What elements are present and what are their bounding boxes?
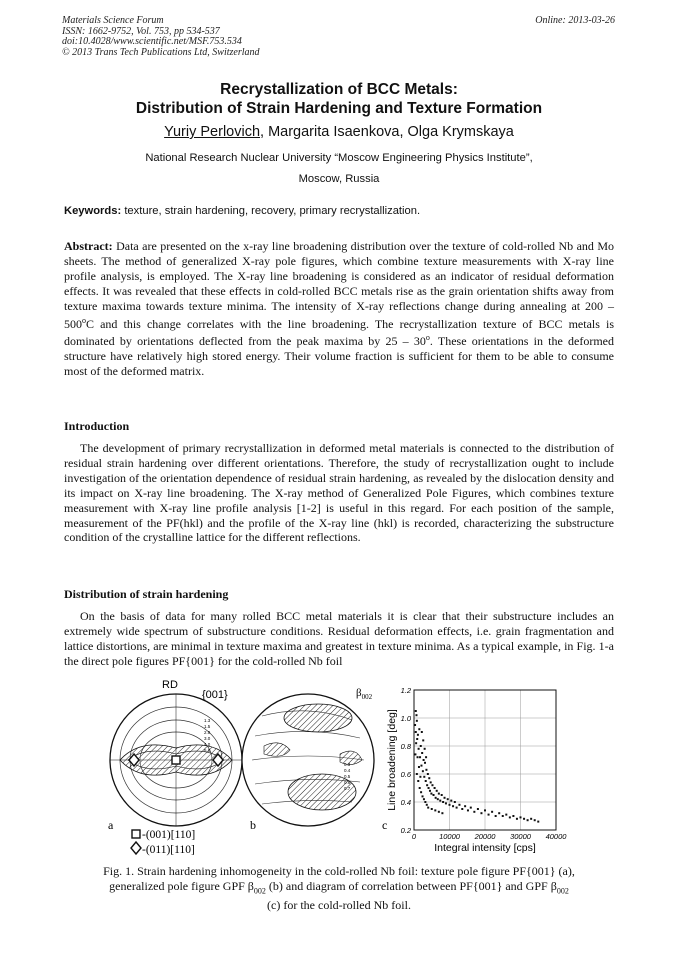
pole-figure-a — [108, 679, 242, 856]
affiliation-line-2: Moscow, Russia — [298, 173, 380, 185]
square-marker — [172, 756, 180, 764]
degree-sup-1: o — [82, 315, 86, 325]
level-label: 5.0 — [204, 748, 211, 753]
level-label: 0.3 — [344, 762, 351, 767]
scatter-point — [456, 807, 458, 809]
scatter-point — [437, 798, 439, 800]
title-line-2: Distribution of Strain Hardening and Texture Formation — [135, 100, 543, 117]
abstract-text-3: . These orientations in the deformed structure have relatively high stored energy. Their volume fraction is sufficient for them to be able to consume most of the deformed matrix. — [64, 334, 615, 379]
scatter-point — [424, 762, 426, 764]
scatter-point — [429, 790, 431, 792]
scatter-point — [424, 748, 426, 750]
scatter-point — [441, 812, 443, 814]
affiliation-line-1: National Research Nuclear University “Moscow Engineering Physics Institute”, — [145, 152, 533, 164]
keywords-label: Keywords: — [64, 205, 122, 217]
scatter-point — [498, 812, 500, 814]
co-authors: , Margarita Isaenkova, Olga Krymskaya — [260, 124, 514, 140]
x-axis-label: Integral intensity [cps] — [434, 842, 536, 854]
scatter-point — [461, 808, 463, 810]
introduction-heading: Introduction — [64, 419, 130, 433]
beta-symbol: β — [356, 687, 362, 699]
scatter-point — [438, 793, 440, 795]
scatter-point — [433, 794, 435, 796]
y-tick-label: 0.6 — [400, 770, 411, 779]
caption-sub-1: 002 — [253, 886, 266, 896]
scatter-point — [414, 724, 416, 726]
scatter-point — [502, 815, 504, 817]
caption-line-3: (c) for the cold-rolled Nb foil. — [267, 898, 411, 913]
level-label: 0.5 — [344, 774, 351, 779]
level-label: 3.0 — [204, 736, 211, 741]
scatter-point — [530, 818, 532, 820]
scatter-point — [495, 815, 497, 817]
scatter-point — [419, 776, 421, 778]
scatter-point — [435, 797, 437, 799]
scatter-point — [422, 739, 424, 741]
y-axis-label: Line broadening [deg] — [386, 709, 398, 811]
scatter-point — [430, 781, 432, 783]
legend-square-icon — [132, 830, 140, 838]
scatter-point — [425, 756, 427, 758]
scatter-point — [444, 797, 446, 799]
caption-line-2 — [40, 879, 638, 898]
level-label: 1.3 — [204, 718, 211, 723]
scatter-point — [423, 798, 425, 800]
figure-1 — [0, 676, 678, 862]
author-list — [0, 124, 678, 140]
scatter-point — [534, 819, 536, 821]
scatter-point — [439, 800, 441, 802]
caption-text-2b: (b) and diagram of correlation between PF{001} and GPF β — [265, 879, 557, 893]
scatter-point — [431, 784, 433, 786]
scatter-point — [505, 814, 507, 816]
scatter-point — [484, 809, 486, 811]
y-tick-label: 1.0 — [400, 714, 411, 723]
scatter-point — [488, 814, 490, 816]
scatter-point — [426, 784, 428, 786]
scatter-point — [424, 801, 426, 803]
scatter-point — [428, 777, 430, 779]
online-date: Online: 2013-03-26 — [535, 15, 615, 26]
scatter-chart — [382, 686, 567, 854]
strain-section-heading: Distribution of strain hardening — [64, 587, 229, 601]
scatter-point — [419, 787, 421, 789]
scatter-point — [537, 821, 539, 823]
scatter-point — [417, 756, 419, 758]
scatter-point — [523, 818, 525, 820]
scatter-point — [420, 765, 422, 767]
scatter-point — [516, 818, 518, 820]
scatter-point — [438, 811, 440, 813]
scatter-point — [454, 801, 456, 803]
scatter-point — [441, 794, 443, 796]
scatter-point — [423, 776, 425, 778]
scatter-point — [445, 802, 447, 804]
scatter-point — [430, 793, 432, 795]
scatter-point — [458, 804, 460, 806]
caption-sub-2: 002 — [556, 886, 569, 896]
level-label: 2.0 — [204, 730, 211, 735]
title-line-1: Recrystallization of BCC Metals: — [220, 81, 458, 98]
panel-letter-c: c — [382, 818, 388, 832]
copyright-line: © 2013 Trans Tech Publications Ltd, Switzerland — [62, 46, 260, 58]
scatter-point — [416, 720, 418, 722]
scatter-point — [420, 791, 422, 793]
corresponding-author[interactable]: Yuriy Perlovich — [164, 124, 261, 140]
chart-grid — [414, 690, 556, 830]
panel-letter-a: a — [108, 818, 114, 832]
rd-label: RD — [162, 679, 178, 691]
scatter-point — [418, 748, 420, 750]
abstract — [64, 239, 614, 379]
scatter-point — [428, 787, 430, 789]
abstract-text-1: Data are presented on the x-ray line broadening distribution over the texture of cold-rolled Nb and Mo sheets. The method of generalized X-ray pole figures, which combine texture measurements with X-ray line profile analysis, is employed. The X-ray line broadening is considered as an indicator of residual deformation effects. It was revealed that these effects in cold-rolled BCC metals rise as the grain orientation shifts away from texture maxima towards texture minima. The intensity of X-ray reflections change during annealing at 200 – 500 — [64, 239, 614, 331]
scatter-point — [450, 800, 452, 802]
scatter-point — [452, 805, 454, 807]
scatter-point — [477, 808, 479, 810]
scatter-point — [423, 759, 425, 761]
scatter-point — [491, 811, 493, 813]
scatter-point — [470, 807, 472, 809]
x-tick-label: 10000 — [439, 832, 460, 841]
level-label: 0.4 — [344, 768, 351, 773]
scatter-point — [431, 808, 433, 810]
scatter-point — [421, 752, 423, 754]
scatter-point — [509, 816, 511, 818]
caption-text-2a: generalized pole figure GPF β — [109, 879, 254, 893]
scatter-point — [442, 801, 444, 803]
caption-line-1: Fig. 1. Strain hardening inhomogeneity in the cold-rolled Nb foil: texture pole figure PF{001} (a), — [103, 864, 575, 878]
scatter-point — [480, 812, 482, 814]
scatter-point — [418, 766, 420, 768]
scatter-point — [416, 738, 418, 740]
x-tick-label: 40000 — [545, 832, 567, 841]
scatter-point — [425, 780, 427, 782]
introduction-text: The development of primary recrystallization in deformed metal materials is connected to the distribution of residual strain hardening over different orientations. Therefore, the study of recrystallization ought to include investigation of the orientation dependence of residual strain hardening, as revealed by the dislocation density and its impact on X-ray line broadening. The X-ray method of Generalized Pole Figures, which combines texture measurement with X-ray line profile analysis [1-2] is useful in this regard. For each position of the sample, measurement of the PF(hkl) and the profile of the X-ray line (hkl) is recorded, characterizing the substructure condition of the crystalline lattice for the different reflections. — [64, 441, 614, 545]
legend-2: -(011)[110] — [142, 844, 195, 856]
y-tick-label: 0.2 — [400, 826, 411, 835]
scatter-point — [422, 795, 424, 797]
scatter-point — [419, 756, 421, 758]
x-tick-label: 30000 — [510, 832, 531, 841]
scatter-point — [434, 787, 436, 789]
issn-line: ISSN: 1662-9752, Vol. 753, pp 534-537 — [62, 25, 220, 37]
doi-line: doi:10.4028/www.scientific.net/MSF.753.534 — [62, 36, 242, 47]
scatter-point — [527, 819, 529, 821]
y-tick-label: 1.2 — [400, 686, 411, 695]
beta-subscript: 002 — [361, 693, 373, 701]
scatter-point — [426, 804, 428, 806]
journal-header — [62, 16, 260, 58]
panel-letter-b: b — [250, 818, 256, 832]
paper-title — [0, 80, 678, 118]
y-tick-label: 0.8 — [400, 742, 411, 751]
keywords — [64, 205, 420, 217]
level-label: 0.7 — [344, 786, 351, 791]
scatter-point — [425, 769, 427, 771]
scatter-point — [467, 809, 469, 811]
legend-1: -(001)[110] — [142, 829, 196, 841]
scatter-point — [473, 811, 475, 813]
y-tick-label: 0.4 — [400, 798, 411, 807]
scatter-point — [414, 753, 416, 755]
pf-label: {001} — [202, 689, 228, 701]
abstract-label: Abstract: — [64, 239, 113, 253]
scatter-point — [421, 731, 423, 733]
x-tick-label: 20000 — [474, 832, 496, 841]
scatter-point — [422, 770, 424, 772]
scatter-point — [420, 745, 422, 747]
scatter-point — [415, 731, 417, 733]
level-label: 4.0 — [204, 742, 211, 747]
scatter-point — [417, 734, 419, 736]
x-tick-label: 0 — [411, 832, 417, 841]
scatter-point — [520, 816, 522, 818]
scatter-point — [416, 773, 418, 775]
beta-label — [356, 687, 373, 701]
strain-section-text: On the basis of data for many rolled BCC metal materials it is clear that their substructure includes an extremely wide spectrum of substructure conditions. Residual deformation effects, i.e. grain fragmentation and lattice distortions, are minimal in texture maxima and greatest in texture minima. As a typical example, in Fig. 1-a the direct pole figures PF{001} for the cold-rolled Nb foil — [64, 609, 614, 668]
keywords-text: texture, strain hardening, recovery, primary recrystallization. — [124, 205, 421, 217]
figure-caption — [40, 864, 638, 913]
scatter-point — [415, 742, 417, 744]
scatter-point — [418, 728, 420, 730]
level-label: 1.5 — [204, 724, 211, 729]
abstract-text-2: C and this change correlates with the line broadening. The recrystallization texture of BCC metals is dominated by orientations deflected from the peak maxima by 25 – 30 — [64, 316, 614, 349]
scatter-point — [464, 805, 466, 807]
scatter-point — [415, 710, 417, 712]
scatter-point — [434, 809, 436, 811]
scatter-point — [427, 773, 429, 775]
scatter-point — [436, 790, 438, 792]
scatter-point — [427, 807, 429, 809]
scatter-point — [512, 815, 514, 817]
degree-sup-2: o — [425, 333, 430, 343]
scatter-point — [447, 798, 449, 800]
pole-figure-b — [242, 687, 374, 832]
legend-diamond-icon — [131, 842, 141, 854]
level-label: 0.6 — [344, 780, 351, 785]
scatter-point — [415, 714, 417, 716]
scatter-point — [417, 780, 419, 782]
scatter-point — [449, 804, 451, 806]
journal-name: Materials Science Forum — [62, 15, 164, 26]
affiliation — [0, 148, 678, 190]
